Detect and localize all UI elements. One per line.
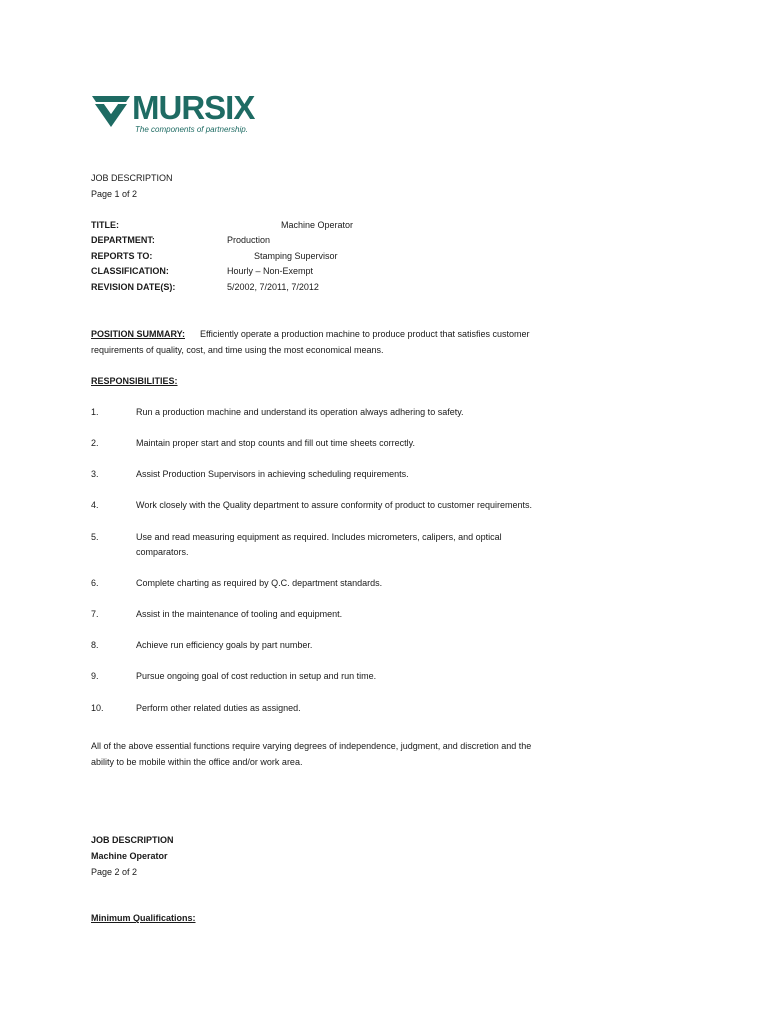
responsibility-number: 6. — [91, 578, 99, 588]
revision-dates-value: 5/2002, 7/2011, 7/2012 — [227, 282, 319, 292]
responsibility-number: 8. — [91, 640, 99, 650]
responsibility-number: 9. — [91, 671, 99, 681]
responsibility-number: 1. — [91, 407, 99, 417]
responsibility-number: 2. — [91, 438, 99, 448]
responsibility-text: Assist Production Supervisors in achieving scheduling requirements. — [136, 469, 409, 479]
closing-statement-line-1: All of the above essential functions require varying degrees of independence, judgment, and discretion and the — [91, 741, 532, 751]
responsibility-text: Use and read measuring equipment as required. Includes micrometers, calipers, and optical — [136, 532, 502, 542]
classification-value: Hourly – Non-Exempt — [227, 266, 314, 276]
responsibility-number: 7. — [91, 609, 99, 619]
revision-dates-label: REVISION DATE(S): — [91, 282, 176, 292]
page2-heading: JOB DESCRIPTION — [91, 835, 174, 845]
responsibility-text: Achieve run efficiency goals by part number. — [136, 640, 313, 650]
responsibility-text: Maintain proper start and stop counts and fill out time sheets correctly. — [136, 438, 415, 448]
reports-to-value: Stamping Supervisor — [254, 251, 338, 261]
responsibility-text: Pursue ongoing goal of cost reduction in setup and run time. — [136, 671, 377, 681]
reports-to-label: REPORTS TO: — [91, 251, 153, 261]
responsibility-number: 4. — [91, 500, 99, 510]
responsibility-text: Perform other related duties as assigned. — [136, 703, 301, 713]
responsibility-text-continued: comparators. — [136, 547, 189, 557]
closing-statement-line-2: ability to be mobile within the office and/or work area. — [91, 757, 303, 767]
responsibility-text: Work closely with the Quality department to assure conformity of product to customer requirements. — [136, 500, 532, 510]
document-heading: JOB DESCRIPTION — [91, 173, 173, 183]
department-label: DEPARTMENT: — [91, 235, 155, 245]
logo-wordmark: MURSIX — [132, 89, 255, 126]
minimum-qualifications-heading: Minimum Qualifications: — [91, 913, 196, 923]
page2-page-number: Page 2 of 2 — [91, 867, 138, 877]
mursix-logo-mark-icon — [92, 94, 130, 128]
page2-job-title: Machine Operator — [91, 851, 168, 861]
responsibility-number: 3. — [91, 469, 99, 479]
title-value: Machine Operator — [281, 220, 354, 230]
logo-tagline: The components of partnership. — [135, 125, 248, 134]
responsibility-number: 5. — [91, 532, 99, 542]
responsibility-text: Complete charting as required by Q.C. department standards. — [136, 578, 383, 588]
responsibility-text: Run a production machine and understand its operation always adhering to safety. — [136, 407, 464, 417]
department-value: Production — [227, 235, 271, 245]
position-summary-line-2: requirements of quality, cost, and time using the most economical means. — [91, 345, 384, 355]
position-summary-line-1: Efficiently operate a production machine to produce product that satisfies customer — [200, 329, 530, 339]
responsibilities-heading: RESPONSIBILITIES: — [91, 376, 178, 386]
position-summary-label: POSITION SUMMARY: — [91, 329, 185, 339]
classification-label: CLASSIFICATION: — [91, 266, 169, 276]
title-label: TITLE: — [91, 220, 119, 230]
page-number: Page 1 of 2 — [91, 189, 138, 199]
responsibility-number: 10. — [91, 703, 104, 713]
company-logo — [92, 89, 262, 138]
responsibility-text: Assist in the maintenance of tooling and equipment. — [136, 609, 343, 619]
